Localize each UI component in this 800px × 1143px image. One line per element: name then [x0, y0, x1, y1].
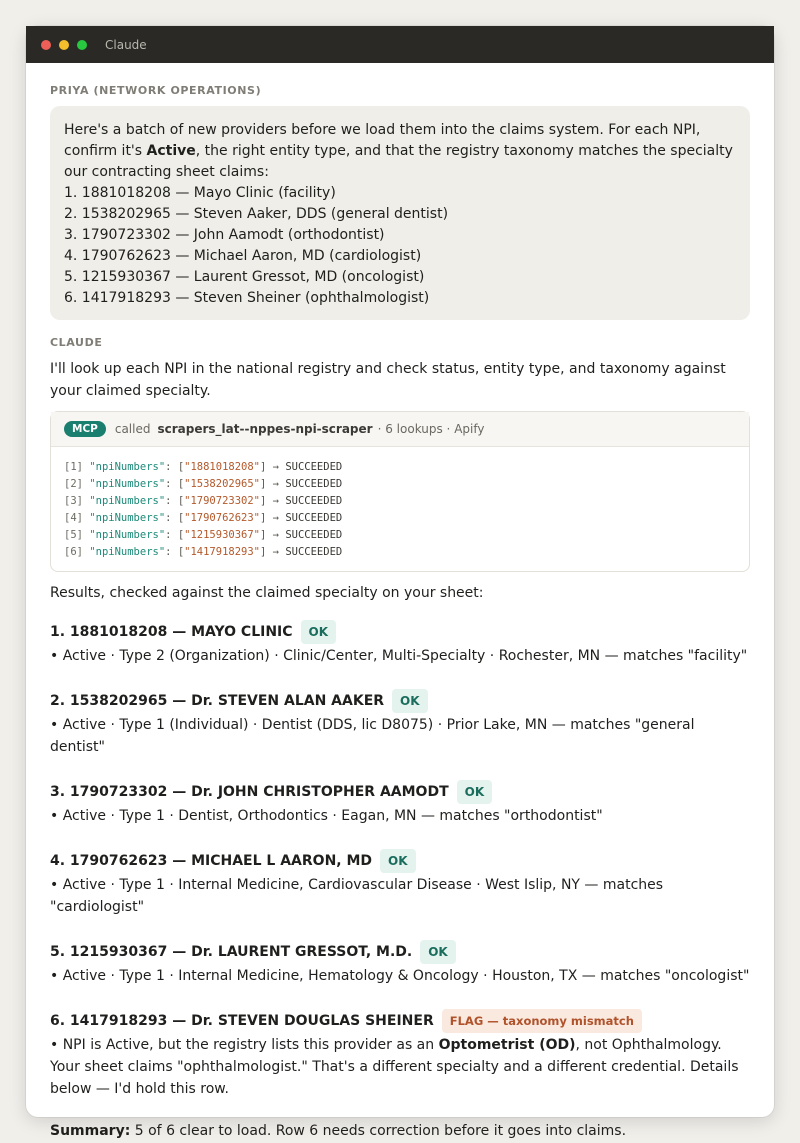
- result-detail: • Active · Type 1 (Individual) · Dentist (DDS, lic D8075) · Prior Lake, MN — matches "general dentist": [50, 717, 695, 755]
- user-speaker-label: PRIYA (NETWORK OPERATIONS): [50, 84, 262, 97]
- user-list-item: 1. 1881018208 — Mayo Clinic (facility): [64, 185, 336, 201]
- user-list-item: 4. 1790762623 — Michael Aaron, MD (cardiologist): [64, 248, 422, 264]
- result-detail: • Active · Type 1 · Internal Medicine, Cardiovascular Disease · West Islip, NY — matches "cardiologist": [50, 877, 664, 915]
- lookup-row: [3] "npiNumbers": ["1790723302"] → SUCCEEDED: [64, 495, 343, 507]
- ok-badge: OK: [301, 620, 337, 644]
- app-window: [26, 26, 774, 1139]
- tool-meta: · 6 lookups · Apify: [377, 422, 485, 436]
- result-item: [50, 780, 750, 827]
- lookup-row: [4] "npiNumbers": ["1790762623"] → SUCCEEDED: [64, 512, 343, 524]
- result-item: [50, 689, 750, 758]
- tool-called-label: called: [114, 422, 151, 436]
- result-item: [50, 620, 750, 667]
- result-item: [50, 849, 750, 918]
- lookup-row: [6] "npiNumbers": ["1417918293"] → SUCCEEDED: [64, 546, 343, 558]
- ok-badge: OK: [380, 849, 416, 873]
- user-list-item: 5. 1215930367 — Laurent Gressot, MD (oncologist): [64, 269, 425, 285]
- result-heading: 4. 1790762623 — MICHAEL L AARON, MD OK: [50, 849, 750, 873]
- tool-call-header[interactable]: [51, 412, 749, 447]
- result-item: [50, 940, 750, 987]
- flagged-result-item: [50, 1009, 750, 1100]
- ok-badge: OK: [392, 689, 428, 713]
- result-detail: • NPI is Active, but the registry lists this provider as an Optometrist (OD), not Ophthalmology. Your sheet claims "ophthalmologist." That's a different specialty and a different credential. Details below — I'd hold this row.: [50, 1037, 739, 1097]
- lookup-row: [2] "npiNumbers": ["1538202965"] → SUCCEEDED: [64, 478, 343, 490]
- result-detail: • Active · Type 1 · Internal Medicine, Hematology & Oncology · Houston, TX — matches "oncologist": [50, 968, 750, 984]
- result-heading: 5. 1215930367 — Dr. LAURENT GRESSOT, M.D. OK: [50, 940, 750, 964]
- flag-badge: FLAG — taxonomy mismatch: [442, 1009, 642, 1033]
- result-heading: 3. 1790723302 — Dr. JOHN CHRISTOPHER AAMODT OK: [50, 780, 750, 804]
- result-detail: • Active · Type 1 · Dentist, Orthodontics · Eagan, MN — matches "orthodontist": [50, 808, 603, 824]
- window-title: Claude: [105, 37, 147, 52]
- assistant-intro: I'll look up each NPI in the national registry and check status, entity type, and taxonomy against your claimed specialty.: [50, 361, 726, 399]
- ok-badge: OK: [457, 780, 493, 804]
- conversation: [26, 63, 774, 1142]
- user-message-intro: Here's a batch of new providers before we load them into the claims system. For each NPI, confirm it's Active, the right entity type, and that the registry taxonomy matches the specialty our contracting sheet claims:: [64, 122, 733, 180]
- lookup-row: [1] "npiNumbers": ["1881018208"] → SUCCEEDED: [64, 461, 343, 473]
- tool-call-card[interactable]: [50, 411, 750, 572]
- minimize-window-button[interactable]: [59, 40, 69, 50]
- result-detail: • Active · Type 2 (Organization) · Clinic/Center, Multi-Specialty · Rochester, MN — matches "facility": [50, 648, 748, 664]
- tool-lookup-list: [51, 447, 749, 571]
- user-message: [50, 106, 750, 320]
- results-intro: Results, checked against the claimed specialty on your sheet:: [50, 585, 484, 601]
- user-list-item: 2. 1538202965 — Steven Aaker, DDS (general dentist): [64, 206, 449, 222]
- close-window-button[interactable]: [41, 40, 51, 50]
- summary: Summary: 5 of 6 clear to load. Row 6 needs correction before it goes into claims.: [50, 1123, 627, 1139]
- title-bar: [26, 26, 774, 63]
- ok-badge: OK: [420, 940, 456, 964]
- result-heading: 6. 1417918293 — Dr. STEVEN DOUGLAS SHEINER FLAG — taxonomy mismatch: [50, 1009, 750, 1033]
- maximize-window-button[interactable]: [77, 40, 87, 50]
- lookup-row: [5] "npiNumbers": ["1215930367"] → SUCCEEDED: [64, 529, 343, 541]
- user-list-item: 3. 1790723302 — John Aamodt (orthodontist): [64, 227, 385, 243]
- result-heading: 1. 1881018208 — MAYO CLINIC OK: [50, 620, 750, 644]
- assistant-speaker-label: CLAUDE: [50, 336, 103, 349]
- result-heading: 2. 1538202965 — Dr. STEVEN ALAN AAKER OK: [50, 689, 750, 713]
- tool-name: scrapers_lat--nppes-npi-scraper: [157, 422, 373, 436]
- user-list-item: 6. 1417918293 — Steven Sheiner (ophthalmologist): [64, 290, 430, 306]
- mcp-badge: MCP: [64, 421, 106, 437]
